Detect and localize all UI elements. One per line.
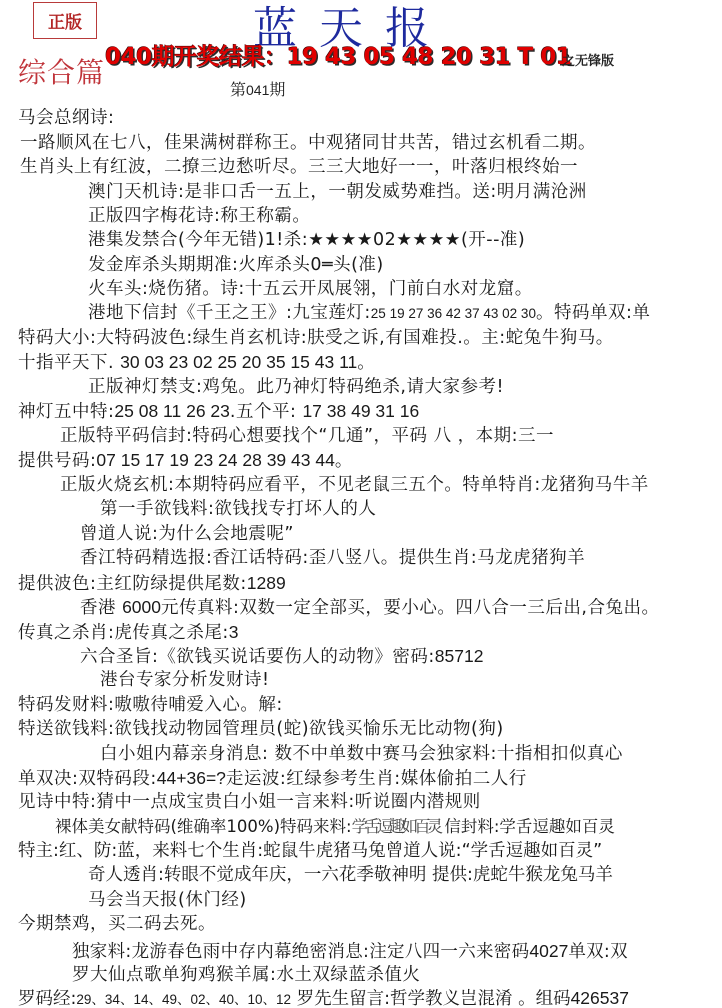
number-value-2: 426537: [570, 988, 629, 1008]
text-line: [55, 816, 615, 838]
number-value: 1289: [246, 573, 286, 593]
text-line: [18, 621, 239, 644]
text-line: 奇人透肖:转眼不觉成年庆，一六花季敬神明 提供:虎蛇牛猴龙兔马羊: [88, 865, 613, 885]
line-label: 香港: [80, 598, 123, 618]
issue-number-value: 041: [246, 82, 270, 98]
text-line: [80, 596, 659, 619]
text-line: 生肖头上有红波，二撩三边愁听尽。三三大地好一一，叶落归根终始一: [20, 157, 578, 177]
text-line: [18, 572, 286, 595]
text-line: 今期禁鸡，买二码去死。: [18, 914, 216, 934]
text-line: 特码大小:大特码波色:绿生肖玄机诗:肤受之诉,有国难投.。主:蛇兔牛狗马。: [18, 328, 614, 348]
line-label: 裸体美女献特码(维确率100%)特码来料:: [55, 817, 352, 836]
text-line: 港集发禁合(今年无错)1!杀:★★★★02★★★★(开--准): [88, 230, 526, 250]
line-suffix: 。: [357, 353, 376, 373]
number-sequence: 30 03 23 02 25 20 35 15 43 11: [120, 352, 358, 372]
text-line: 正版神灯禁支:鸡兔。此乃神灯特码绝杀,请大家参考!: [88, 377, 504, 397]
text-line: [72, 940, 628, 963]
text-line: 第一手欲钱料:欲钱找专打坏人的人: [100, 499, 377, 519]
text-line: 特主:红、防:蓝，来料七个生肖:蛇鼠牛虎猪马兔曾道人说:“学舌逗趣如百灵”: [18, 841, 603, 861]
line-suffix: 信封料:学舌逗趣如百灵: [439, 817, 615, 836]
text-line: [88, 302, 650, 325]
edition-tag: 之无锋版: [562, 54, 615, 69]
line-suffix: 罗先生留言:哲学教义岂混淆 。组码: [291, 989, 571, 1008]
line-label: 罗码经:: [18, 989, 77, 1008]
issue-number: [230, 77, 285, 100]
line-label: 十指平天下.: [18, 353, 115, 373]
text-line: [18, 987, 629, 1008]
number-sequence-2: 17 38 49 31 16: [302, 401, 420, 421]
text-line: 香江特码精选报:香江话特码:歪八竖八。提供生肖:马龙虎猪狗羊: [80, 548, 586, 568]
text-line: 见诗中特:猜中一点成宝贵白小姐一言来料:听说圈内潜规则: [18, 792, 481, 812]
text-line: [18, 351, 375, 374]
number-value: 6000: [122, 597, 162, 617]
number-sequence: 07 15 17 19 23 24 28 39 43 44: [96, 450, 335, 470]
text-line: 白小姐内幕亲身消息: 数不中单数中赛马会独家料:十指相扣似真心: [100, 744, 623, 764]
line-label: 提供号码:: [18, 451, 97, 471]
line-label: 六合圣旨:《欲钱买说话要伤人的动物》密码:: [80, 647, 435, 667]
text-line: [18, 400, 419, 423]
text-line: 正版火烧玄机:本期特码应看平，不见老鼠三五个。特单特肖:龙猪狗马牛羊: [60, 475, 649, 495]
text-line: 正版四字梅花诗:称王称霸。: [88, 206, 311, 226]
issue-suffix: 期: [269, 80, 286, 99]
text-line: 火车头:烧伤猪。诗:十五云开凤展翎，门前白水对龙窟。: [88, 279, 533, 299]
line-middle: .五个平:: [229, 402, 297, 422]
line-suffix: 。: [334, 451, 353, 471]
line-label: 传真之杀肖:虎传真之杀尾:: [18, 623, 229, 643]
text-line: 港台专家分析发财诗!: [100, 670, 270, 690]
newspaper-masthead: 蓝天报: [253, 3, 451, 54]
number-sequence: 25 08 11 26 23: [114, 401, 230, 421]
line-label: 独家料:龙游春色雨中存内幕绝密消息:注定八四一六来密码: [72, 942, 530, 962]
text-line: 特送欲钱料:欲钱找动物园管理员(蛇)欲钱买愉乐无比动物(狗): [18, 719, 504, 739]
text-line: 马会总纲诗:: [18, 108, 115, 128]
number-value: 85712: [434, 646, 484, 666]
text-line: 澳门天机诗:是非口舌一五上，一朝发威势难挡。送:明月满沧洲: [88, 182, 587, 202]
text-line: [18, 449, 353, 472]
number-value: 3: [228, 622, 239, 642]
text-line: 曾道人说:为什么会地震呢”: [80, 524, 294, 544]
text-line: 罗大仙点歌单狗鸡猴羊属:水土双绿蓝杀值火: [72, 965, 421, 985]
stamp-text: 正版: [48, 13, 82, 33]
previous-draw-results-banner: 040期开奖结果：19 43 05 48 20 31 T 01: [105, 44, 572, 70]
text-line: 马会当天报(休门经): [88, 890, 247, 910]
number-value: 4027: [529, 941, 569, 961]
text-line: [80, 645, 483, 668]
section-label: 综合篇: [18, 56, 106, 89]
line-suffix: 元传真料:双数一定全部买，要小心。四八合一三后出,合兔出。: [161, 598, 660, 618]
number-value: 44+36=?: [156, 768, 226, 788]
text-line: 正版特平码信封:特码心想要找个“几通”，平码 八 ，本期:三一: [60, 426, 555, 446]
line-suffix: 。特码单双:单: [535, 303, 651, 323]
line-label: 神灯五中特:: [18, 402, 115, 422]
text-line: 特码发财料:嗷嗷待哺爱入心。解:: [18, 695, 283, 715]
line-label: 港地下信封《千王之王》:九宝莲灯:: [88, 303, 371, 323]
line-label: 提供波色:主红防绿提供尾数:: [18, 574, 247, 594]
number-sequence: 29、34、14、49、02、40、10、12: [76, 992, 292, 1007]
issue-prefix: 第: [230, 80, 247, 99]
text-line: 发金库杀头期期准:火库杀头0═头(准): [88, 255, 384, 275]
line-label: 单双决:双特码段:: [18, 769, 157, 789]
line-suffix: 单双:双: [568, 942, 628, 962]
text-line: 一路顺风在七八，佳果满树群称王。中观猪同甘共苦，错过玄机看二期。: [20, 133, 596, 153]
text-line: [18, 767, 527, 790]
authentic-edition-stamp: [33, 2, 97, 39]
number-sequence: 25 19 27 36 42 37 43 02 30: [370, 306, 536, 321]
line-suffix: 走运波:红绿参考生肖:媒体偷拍二人行: [225, 769, 527, 789]
overlapping-text: 学舌逗趣如百灵: [351, 817, 440, 836]
